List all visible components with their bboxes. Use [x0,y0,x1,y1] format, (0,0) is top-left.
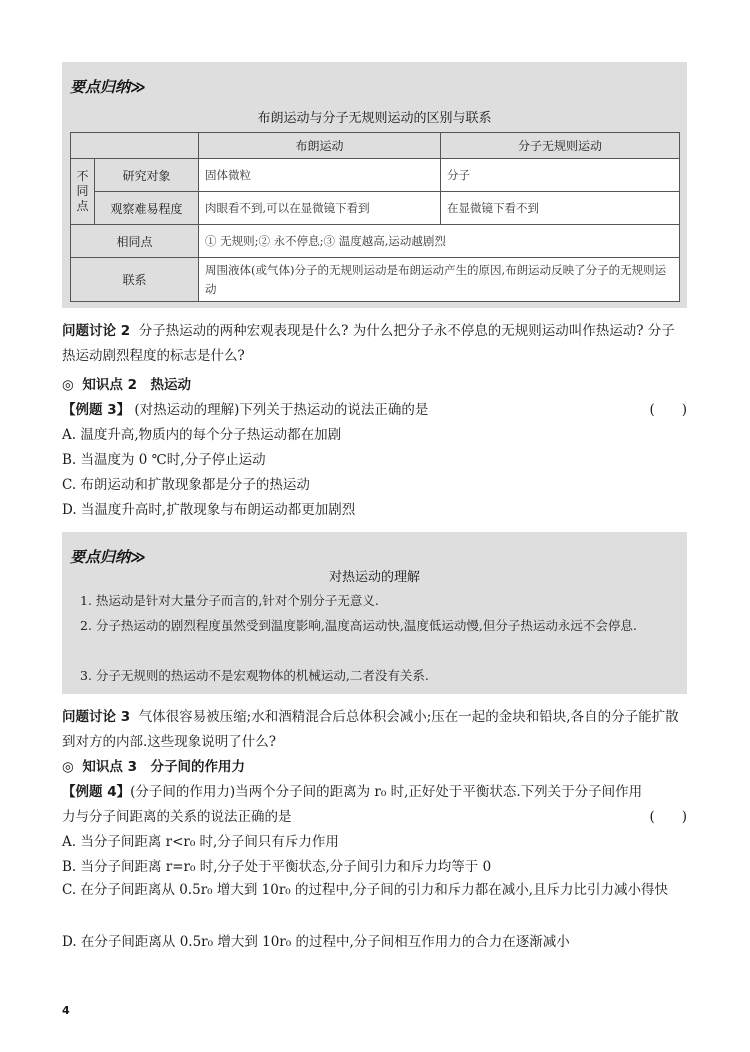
option-b: B. 当分子间距离 r=r₀ 时,分子处于平衡状态,分子间引力和斥力均等于 0 [62,859,492,875]
cell-brownian-observation: 肉眼看不到,可以在显微镜下看到 [199,192,441,225]
key-points-heading: 要点归纳≫ [70,548,146,566]
table-row [71,258,680,302]
option-d: D. 在分子间距离从 0.5r₀ 增大到 10r₀ 的过程中,分子间相互作用力的合力在逐渐减小 [62,934,570,950]
discussion-question-2 [62,319,687,369]
table-corner-cell [71,133,199,159]
page-number: 4 [62,1004,70,1017]
group-label-text: 不同点 [76,169,89,213]
discussion-label: 问题讨论 2 [62,323,131,339]
discussion-text: 分子热运动的两种宏观表现是什么? 为什么把分子永不停息的无规则运动叫作热运动? 分子热运动剧烈程度的标志是什么? [62,323,675,364]
example-label: 【例题 4】 [62,784,131,800]
discussion-text: 气体很容易被压缩;水和酒精混合后总体积会减小;压在一起的金块和铅块,各自的分子能扩散到对方的内部.这些现象说明了什么? [62,709,679,750]
cell-brownian-object: 固体微粒 [199,159,441,192]
knowledge-point-2 [62,373,191,393]
option-c: C. 布朗运动和扩散现象都是分子的热运动 [62,477,310,493]
col-header-brownian: 布朗运动 [199,133,441,159]
row-label-relation: 联系 [71,258,199,302]
comparison-table [70,132,680,302]
discussion-label: 问题讨论 3 [62,709,131,725]
table-row [71,225,680,258]
list-item: 2. 分子热运动的剧烈程度虽然受到温度影响,温度高运动快,温度低运动慢,但分子热运动永远不会停息. [80,618,637,633]
example-3-stem [62,398,428,418]
option-a: A. 当分子间距离 r<r₀ 时,分子间只有斥力作用 [62,834,339,850]
example-text: (对热运动的理解)下列关于热运动的说法正确的是 [134,402,429,418]
option-c [62,878,687,903]
discussion-question-3 [62,705,687,755]
table-title: 布朗运动与分子无规则运动的区别与联系 [257,111,492,126]
cell-relation: 周围液体(或气体)分子的无规则运动是布朗运动产生的原因,布朗运动反映了分子的无规则运动 [199,258,680,302]
option-a: A. 温度升高,物质内的每个分子热运动都在加剧 [62,427,342,443]
circle-marker-icon: ◎ [62,759,74,775]
box-title: 对热运动的理解 [328,570,420,585]
cell-similarities: ① 无规则;② 永不停息;③ 温度越高,运动越剧烈 [199,225,680,258]
option-d: D. 当温度升高时,扩散现象与布朗运动都更加剧烈 [62,502,356,518]
example-text: (分子间的作用力)当两个分子间的距离为 r₀ 时,正好处于平衡状态.下列关于分子间作用力与分子间距离的关系的说法正确的是 [62,784,643,825]
knowledge-point-3 [62,755,245,775]
example-label: 【例题 3】 [62,402,131,418]
cell-molecular-observation: 在显微镜下看不到 [441,192,680,225]
table-header-row [71,133,680,159]
cell-molecular-object: 分子 [441,159,680,192]
circle-marker-icon: ◎ [62,377,74,393]
knowledge-point-title: 知识点 2 热运动 [82,377,191,393]
table-row [71,192,680,225]
key-points-box-1 [62,62,687,308]
row-label-similarities: 相同点 [71,225,199,258]
row-label-observation: 观察难易程度 [95,192,199,225]
example-4-stem [62,780,652,830]
knowledge-point-title: 知识点 3 分子间的作用力 [82,759,245,775]
key-points-heading: 要点归纳≫ [70,78,146,96]
option-c-text: C. 在分子间距离从 0.5r₀ 增大到 10r₀ 的过程中,分子间的引力和斥力都在减小,且斥力比引力减小得快 [62,882,669,898]
list-item: 1. 热运动是针对大量分子而言的,针对个别分子无意义. [80,593,379,608]
row-label-object: 研究对象 [95,159,199,192]
list-item: 3. 分子无规则的热运动不是宏观物体的机械运动,二者没有关系. [80,668,429,683]
answer-blank: ( ) [649,809,687,825]
option-b: B. 当温度为 0 ℃时,分子停止运动 [62,452,266,468]
col-header-molecular: 分子无规则运动 [441,133,680,159]
answer-blank: ( ) [649,402,687,418]
group-label-differences [71,159,95,225]
table-row [71,159,680,192]
